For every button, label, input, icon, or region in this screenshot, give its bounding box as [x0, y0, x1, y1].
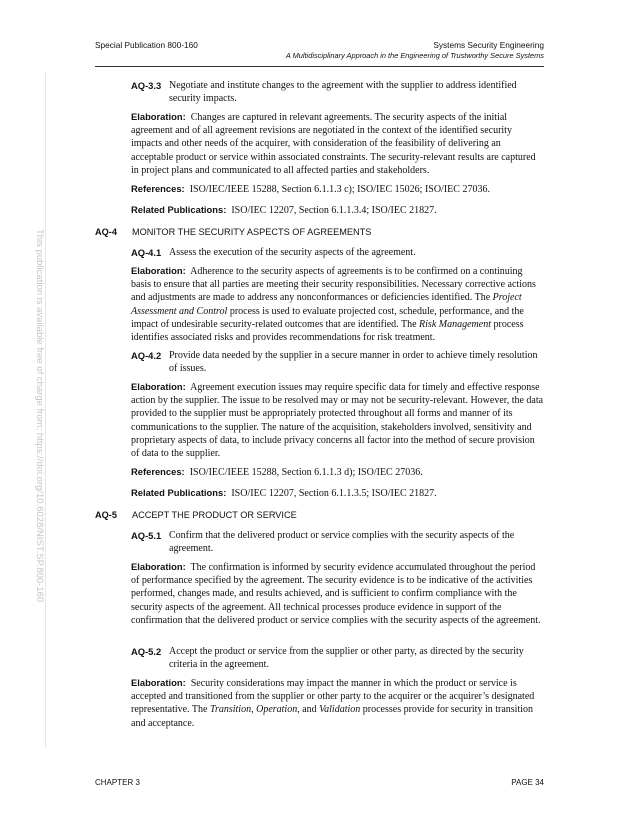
elaboration-text: Changes are captured in relevant agreements. The security aspects of the initial agreement and of all agreement revisions are negotiated in the context of the identified security impacts and other needs of the acquirer, with consideration of the feasibility of delivering an acceptable product or service within associated constraints. The security-relevant results are captured in project plans and communicated to all affected parties and stakeholders. [131, 112, 536, 176]
elaboration-text-1: Security considerations may impact the manner in which the product or service is accepted and transitioned from the supplier or other party to the acquirer or the acquirer’s designated representative. The [131, 678, 535, 716]
elaboration-text: Agreement execution issues may require specific data for timely and effective response action by the supplier. The issue to be resolved may or may not be security-relevant. However, the data provided to the supplier must be appropriately protected throughout all forms and manner of its communications to the supplier. The nature of the acquisition, stakeholders involved, sensitivity and proprietary aspects of data, to include privacy concerns all factor into the method of secure provision of data to the supplier. [131, 382, 544, 460]
related-aq-3-3 [131, 203, 545, 217]
section-id: AQ-5 [95, 510, 117, 520]
section-title: ACCEPT THE PRODUCT OR SERVICE [132, 510, 297, 520]
elaboration-text-2: processes provide for security in transition and acceptance. [131, 704, 534, 729]
elaboration-text-1: Adherence to the security aspects of agreements is to be confirmed on a continuing basis to ensure that all parties are meeting their security responsibilities. Necessary corrective actions and adjustments are made to address any nonconformances or deficiencies identified. The [131, 266, 536, 304]
elaboration-aq-4-2 [131, 380, 545, 460]
elaboration-label: Elaboration: [131, 677, 186, 688]
process-name-risk-management: Risk Management [419, 318, 491, 330]
references-text: ISO/IEC/IEEE 15288, Section 6.1.1.3 d); ISO/IEC 27036. [189, 467, 423, 478]
related-label: Related Publications: [131, 204, 227, 215]
elaboration-label: Elaboration: [131, 265, 186, 276]
related-text: ISO/IEC 12207, Section 6.1.1.3.5; ISO/IEC 21827. [231, 488, 437, 499]
references-label: References: [131, 466, 185, 477]
requirement-aq-3-3 [131, 79, 545, 105]
requirement-text: Accept the product or service from the supplier or other party, as directed by the security criteria in the agreement. [169, 646, 524, 671]
elaboration-text-3: process identifies associated risks and provides recommendations for risk treatment. [131, 318, 524, 344]
elaboration-label: Elaboration: [131, 561, 186, 572]
requirement-id: AQ-5.1 [131, 530, 162, 541]
elaboration-aq-4-1 [131, 264, 545, 344]
requirement-aq-4-1 [131, 246, 545, 259]
requirement-id: AQ-4.1 [131, 247, 162, 258]
requirement-id: AQ-5.2 [131, 646, 162, 657]
process-name-validation: Validation [319, 704, 361, 716]
elaboration-label: Elaboration: [131, 111, 186, 122]
process-name-operation: Operation [256, 704, 298, 716]
elaboration-text: The confirmation is informed by security evidence accumulated throughout the period of performance specified by the agreement. The security evidence is to be indicative of the activities performed, changes made, and results achieved, and is sufficient to confirm compliance with the security aspects of the agreement. All technical processes produce evidence in support of the confirmation that the delivered product or service complies with the security aspects of the agreement. [131, 562, 541, 626]
footer-chapter: CHAPTER 3 [95, 778, 140, 787]
header-publication: Special Publication 800-160 [95, 40, 198, 50]
header-subtitle: A Multidisciplinary Approach in the Engineering of Trustworthy Secure Systems [285, 51, 544, 60]
requirement-aq-4-2 [131, 349, 545, 375]
requirement-text: Confirm that the delivered product or service complies with the security aspects of the agreement. [169, 530, 515, 555]
elaboration-label: Elaboration: [131, 381, 186, 392]
section-aq-4 [95, 227, 371, 237]
section-aq-5 [95, 510, 297, 520]
references-label: References: [131, 183, 185, 194]
references-aq-3-3 [131, 182, 545, 196]
section-title: MONITOR THE SECURITY ASPECTS OF AGREEMENTS [132, 227, 372, 237]
references-text: ISO/IEC/IEEE 15288, Section 6.1.1.3 c); ISO/IEC 15026; ISO/IEC 27036. [189, 184, 490, 195]
sidebar-availability-text: This publication is available free of charge from: https://doi.org/10.6028/NIST.SP.800-160 [34, 229, 45, 603]
separator-1: , [251, 704, 257, 716]
process-name-project-assessment: Project Assessment and Control [131, 292, 522, 317]
references-aq-4-2 [131, 465, 545, 479]
footer-page-number: PAGE 34 [511, 778, 544, 787]
requirement-id: AQ-3.3 [131, 80, 162, 91]
requirement-text: Negotiate and institute changes to the agreement with the supplier to address identified security impacts. [169, 80, 517, 105]
requirement-text: Assess the execution of the security aspects of the agreement. [169, 247, 416, 258]
requirement-aq-5-1 [131, 529, 545, 555]
requirement-id: AQ-4.2 [131, 350, 162, 361]
elaboration-text-2: process is used to evaluate projected cost, schedule, performance, and the impact of undesirable security-related outcomes that are identified. The [131, 305, 524, 330]
requirement-aq-5-2 [131, 645, 545, 671]
related-text: ISO/IEC 12207, Section 6.1.1.3.4; ISO/IEC 21827. [231, 205, 437, 216]
section-id: AQ-4 [95, 227, 117, 237]
header-rule [95, 66, 544, 67]
elaboration-aq-5-2 [131, 676, 545, 730]
elaboration-aq-5-1 [131, 560, 545, 627]
separator-2: , and [297, 704, 320, 716]
process-name-transition: Transition [209, 704, 252, 716]
elaboration-aq-3-3 [131, 110, 545, 177]
requirement-text: Provide data needed by the supplier in a secure manner in order to achieve timely resolution of issues. [169, 350, 538, 375]
related-label: Related Publications: [131, 487, 227, 498]
related-aq-4-2 [131, 486, 545, 500]
header-title: Systems Security Engineering [433, 40, 544, 50]
